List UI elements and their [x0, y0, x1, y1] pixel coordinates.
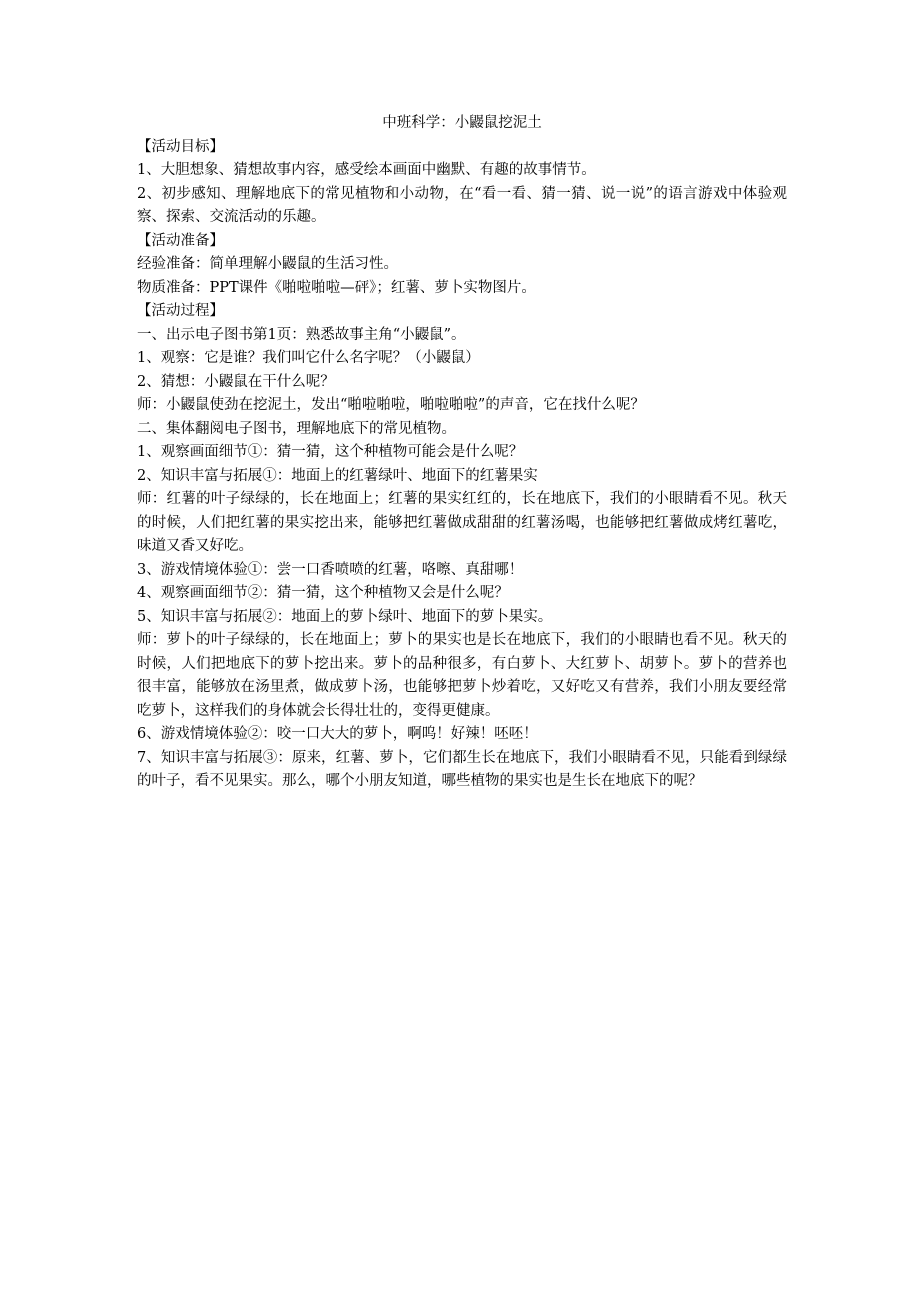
goal-item-1: 1、大胆想象、猜想故事内容，感受绘本画面中幽默、有趣的故事情节。	[137, 162, 596, 178]
process-item-detail-1: 1、观察画面细节①：猜一猜，这个种植物可能会是什么呢？	[137, 444, 524, 460]
teacher-line-2: 师：红薯的叶子绿绿的，长在地面上；红薯的果实红红的，长在地底下，我们的小眼睛看不见。秋天的时候，人们把红薯的果实挖出来，能够把红薯做成甜甜的红薯汤喝，也能够把红薯做成烤红薯吃，味道又香又好吃。	[137, 491, 787, 554]
process-item-game-2: 6、游戏情境体验②：咬一口大大的萝卜，啊呜！好辣！呸呸！	[137, 726, 538, 742]
process-item-knowledge-2: 5、知识丰富与拓展②：地面上的萝卜绿叶、地面下的萝卜果实。	[137, 608, 553, 625]
preparation-experience: 经验准备：简单理解小鼹鼠的生活习性。	[137, 256, 398, 272]
process-item-detail-2: 4、观察画面细节②：猜一猜，这个种植物又会是什么呢？	[137, 585, 509, 601]
process-item-game-1: 3、游戏情境体验①：尝一口香喷喷的红薯，咯嚓、真甜哪！	[137, 561, 524, 578]
process-item-knowledge-1: 2、知识丰富与拓展①：地面上的红薯绿叶、地面下的红薯果实	[137, 467, 538, 484]
goal-item-2: 2、初步感知、理解地底下的常见植物和小动物，在“看一看、猜一猜、说一说”的语言游戏中体验观察、探索、交流活动的乐趣。	[137, 185, 787, 225]
page-title: 中班科学：小鼹鼠挖泥土	[382, 115, 542, 131]
process-step-2: 二、集体翻阅电子图书，理解地底下的常见植物。	[137, 420, 456, 437]
teacher-line-1: 师：小鼹鼠使劲在挖泥土，发出“啪啦啪啦，啪啦啪啦”的声音，它在找什么呢？	[137, 397, 645, 413]
preparation-materials: 物质准备：PPT课件《啪啦啪啦—砰》；红薯、萝卜实物图片。	[137, 279, 536, 296]
section-heading-goals: 【活动目标】	[137, 138, 224, 155]
process-step-1: 一、出示电子图书第1页：熟悉故事主角“小鼹鼠”。	[137, 326, 466, 343]
section-heading-preparation: 【活动准备】	[137, 232, 224, 249]
teacher-line-3: 师：萝卜的叶子绿绿的，长在地面上；萝卜的果实也是长在地底下，我们的小眼睛也看不见。秋天的时候，人们把地底下的萝卜挖出来。萝卜的品种很多，有白萝卜、大红萝卜、胡萝卜。萝卜的营养也很丰富，能够放在汤里煮，做成萝卜汤，也能够把萝卜炒着吃，又好吃又有营养，我们小朋友要经常吃萝卜，这样我们的身体就会长得壮壮的，变得更健康。	[137, 632, 787, 719]
process-item-observe: 1、观察：它是谁？我们叫它什么名字呢？（小鼹鼠）	[137, 350, 480, 366]
process-item-knowledge-3: 7、知识丰富与拓展③：原来，红薯、萝卜，它们都生长在地底下，我们小眼睛看不见，只能看到绿绿的叶子，看不见果实。那么，哪个小朋友知道，哪些植物的果实也是生长在地底下的呢？	[137, 749, 787, 789]
process-item-guess: 2、猜想：小鼹鼠在干什么呢？	[137, 373, 335, 390]
document-body	[137, 112, 787, 794]
section-heading-process: 【活动过程】	[137, 303, 224, 319]
